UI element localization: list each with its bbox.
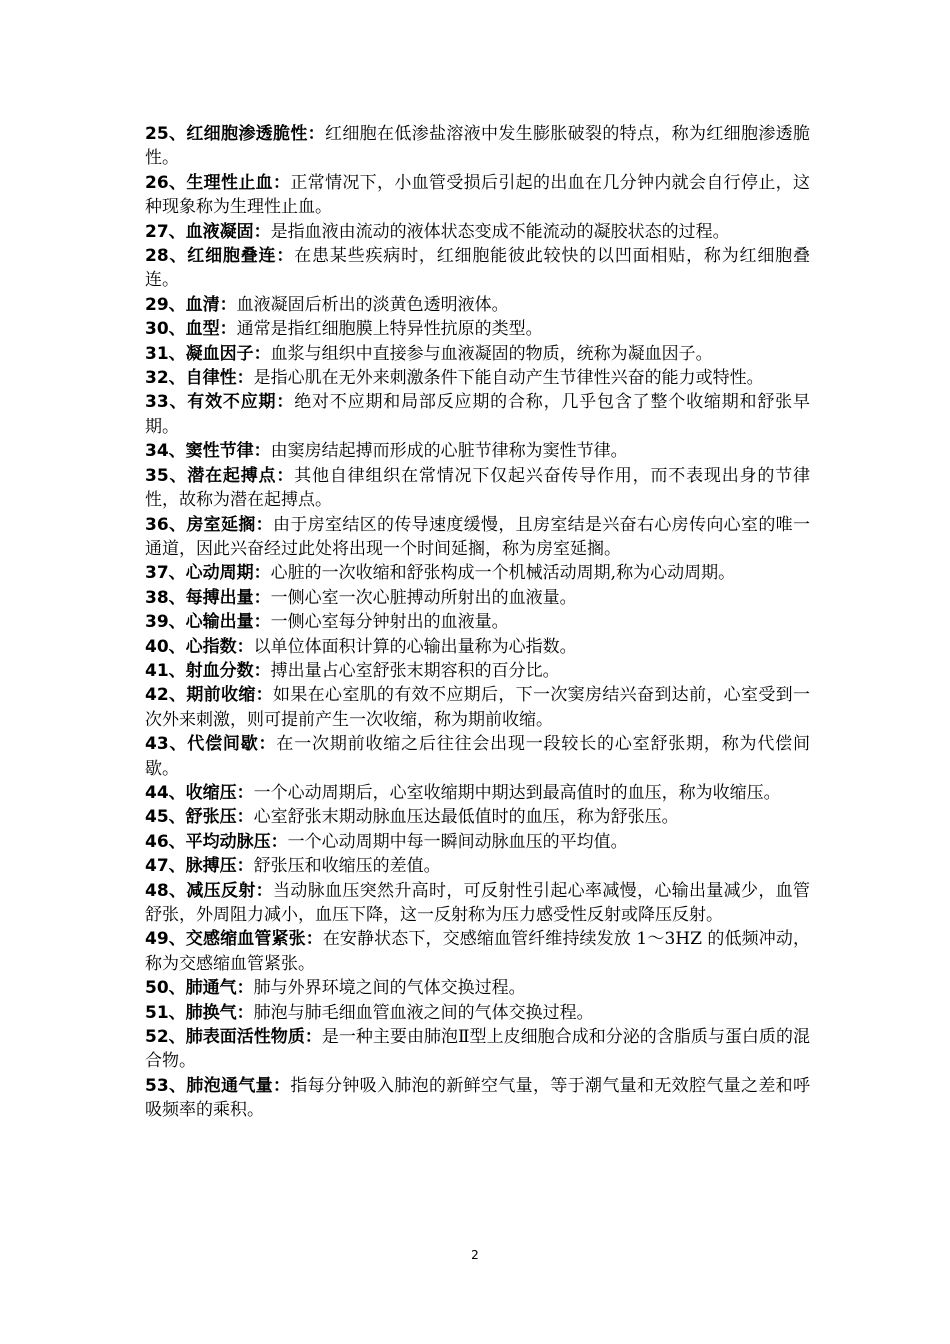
entry-definition: 由窦房结起搏而形成的心脏节律称为窦性节律。 (270, 441, 628, 462)
entry-definition: 当动脉血压突然升高时，可反射性引起心率减慢，心输出量减少，血管舒张，外周阻力减小，血压下降，这一反射称为压力感受性反射或降压反射。 (145, 880, 810, 925)
entry-definition: 以单位体面积计算的心输出量称为心指数。 (253, 636, 577, 657)
entry-term: 45、舒张压： (145, 807, 254, 828)
entry-51 (145, 1001, 810, 1025)
entry-53 (145, 1074, 810, 1123)
entry-50 (145, 976, 810, 1000)
entry-46 (145, 830, 810, 854)
entry-40 (145, 635, 810, 659)
entry-29 (145, 293, 810, 317)
entry-definition: 在一次期前收缩之后往往会出现一段较长的心室舒张期，称为代偿间歇。 (145, 734, 810, 779)
entry-term: 38、每搏出量： (145, 587, 271, 608)
entry-term: 49、交感缩血管紧张： (145, 929, 323, 950)
entry-definition: 通常是指红细胞膜上特异性抗原的类型。 (236, 319, 543, 340)
entry-term: 36、房室延搁： (145, 514, 273, 535)
entry-term: 34、窦性节律： (145, 441, 271, 462)
entry-term: 52、肺表面活性物质： (145, 1027, 322, 1048)
entry-definition: 正常情况下，小血管受损后引起的出血在几分钟内就会自行停止，这种现象称为生理性止血。 (145, 172, 810, 218)
entry-31 (145, 342, 810, 366)
entry-37 (145, 561, 810, 585)
entry-term: 30、血型： (145, 319, 237, 340)
entry-definition: 如果在心室肌的有效不应期后，下一次窦房结兴奋到达前，心室受到一次外来刺激，则可提前产生一次收缩，称为期前收缩。 (145, 685, 810, 730)
entry-42 (145, 683, 810, 732)
entry-definition: 血液凝固后析出的淡黄色透明液体。 (236, 294, 509, 315)
entry-term: 31、凝血因子： (145, 343, 271, 364)
entry-definition: 一个心动周期后，心室收缩期中期达到最高值时的血压，称为收缩压。 (253, 782, 781, 803)
entry-definition: 在患某些疾病时，红细胞能彼此较快的以凹面相贴，称为红细胞叠连。 (145, 246, 810, 291)
entry-definition: 是一种主要由肺泡Ⅱ型上皮细胞合成和分泌的含脂质与蛋白质的混合物。 (145, 1027, 810, 1072)
entry-25 (145, 122, 810, 171)
document-body (145, 122, 810, 1123)
entry-26 (145, 171, 810, 220)
entry-41 (145, 659, 810, 683)
entry-39 (145, 610, 810, 634)
entry-definition: 舒张压和收缩压的差值。 (253, 856, 441, 877)
entry-term: 51、肺换气： (145, 1002, 254, 1023)
entry-27 (145, 220, 810, 244)
entry-32 (145, 366, 810, 390)
entry-term: 32、自律性： (145, 368, 254, 389)
entry-term: 53、肺泡通气量： (145, 1075, 291, 1096)
entry-term: 48、减压反射： (145, 880, 273, 901)
entry-definition: 由于房室结区的传导速度缓慢，且房室结是兴奋右心房传向心室的唯一通道，因此兴奋经过此处将出现一个时间延搁，称为房室延搁。 (145, 514, 810, 559)
entry-term: 46、平均动脉压： (145, 831, 288, 852)
entry-definition: 一侧心室每分钟射出的血液量。 (270, 612, 509, 633)
entry-term: 50、肺通气： (145, 978, 254, 999)
entry-definition: 搏出量占心室舒张末期容积的百分比。 (270, 660, 560, 681)
entry-36 (145, 513, 810, 562)
entry-35 (145, 464, 810, 513)
entry-49 (145, 927, 810, 976)
entry-28 (145, 244, 810, 293)
entry-definition: 血浆与组织中直接参与血液凝固的物质，统称为凝血因子。 (270, 343, 713, 364)
entry-definition: 肺泡与肺毛细血管血液之间的气体交换过程。 (253, 1002, 594, 1023)
entry-term: 41、射血分数： (145, 660, 271, 681)
entry-term: 40、心指数： (145, 636, 254, 657)
entry-48 (145, 879, 810, 928)
entry-term: 29、血清： (145, 294, 237, 315)
entry-definition: 心脏的一次收缩和舒张构成一个机械活动周期,称为心动周期。 (270, 563, 736, 584)
entry-43 (145, 732, 810, 781)
entry-definition: 肺与外界环境之间的气体交换过程。 (253, 978, 526, 999)
entry-term: 44、收缩压： (145, 782, 254, 803)
entry-definition: 心室舒张末期动脉血压达最低值时的血压，称为舒张压。 (253, 807, 679, 828)
entry-term: 37、心动周期： (145, 563, 271, 584)
entry-term: 47、脉搏压： (145, 856, 254, 877)
entry-definition: 一个心动周期中每一瞬间动脉血压的平均值。 (287, 831, 628, 852)
entry-term: 27、血液凝固： (145, 221, 271, 242)
entry-term: 28、红细胞叠连： (145, 246, 295, 267)
entry-definition: 是指血液由流动的液体状态变成不能流动的凝胶状态的过程。 (270, 221, 730, 242)
entry-definition: 指每分钟吸入肺泡的新鲜空气量，等于潮气量和无效腔气量之差和呼吸频率的乘积。 (145, 1075, 810, 1121)
page-number: 2 (471, 1248, 479, 1262)
entry-38 (145, 586, 810, 610)
entry-33 (145, 390, 810, 439)
entry-term: 26、生理性止血： (145, 172, 291, 193)
entry-term: 42、期前收缩： (145, 685, 273, 706)
entry-definition: 其他自律组织在常情况下仅起兴奋传导作用，而不表现出身的节律性，故称为潜在起搏点。 (145, 465, 810, 511)
entry-term: 43、代偿间歇： (145, 734, 277, 755)
entry-term: 33、有效不应期： (145, 392, 295, 413)
entry-definition: 一侧心室一次心脏搏动所射出的血液量。 (270, 587, 577, 608)
entry-term: 39、心输出量： (145, 612, 271, 633)
entry-term: 35、潜在起搏点： (145, 465, 295, 486)
entry-52 (145, 1025, 810, 1074)
entry-44 (145, 781, 810, 805)
entry-30 (145, 317, 810, 341)
entry-47 (145, 854, 810, 878)
entry-45 (145, 805, 810, 829)
entry-34 (145, 439, 810, 463)
entry-definition: 在安静状态下，交感缩血管纤维持续发放 1～3HZ 的低频冲动，称为交感缩血管紧张。 (145, 929, 810, 974)
entry-definition: 是指心肌在无外来刺激条件下能自动产生节律性兴奋的能力或特性。 (253, 368, 764, 389)
entry-definition: 绝对不应期和局部反应期的合称，几乎包含了整个收缩期和舒张早期。 (145, 392, 810, 437)
entry-term: 25、红细胞渗透脆性： (145, 124, 325, 144)
entry-definition: 红细胞在低渗盐溶液中发生膨胀破裂的特点，称为红细胞渗透脆性。 (145, 124, 810, 169)
